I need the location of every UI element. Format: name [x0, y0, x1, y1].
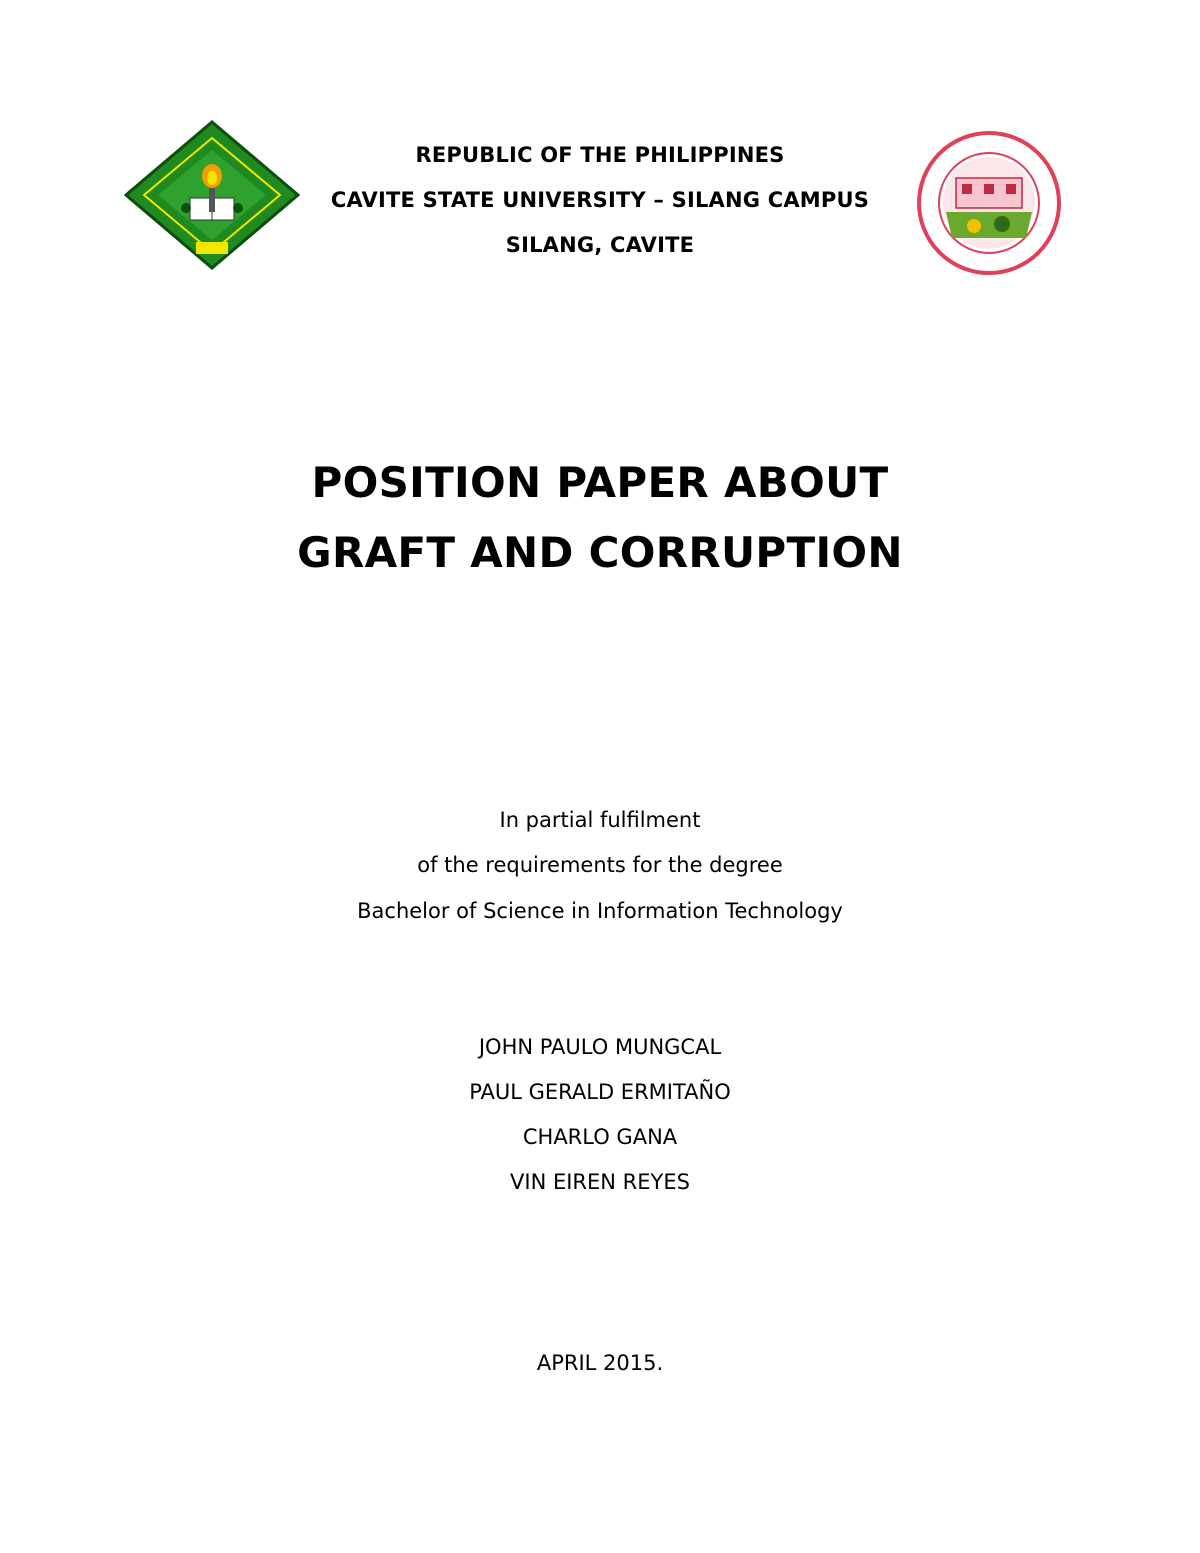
- fulfilment-line-3: Bachelor of Science in Information Technology: [357, 899, 843, 923]
- author-name: PAUL GERALD ERMITAÑO: [469, 1080, 731, 1104]
- fulfilment-line-1: In partial fulfilment: [499, 808, 701, 832]
- paper-title-line-1: POSITION PAPER ABOUT: [311, 458, 889, 507]
- author-name: CHARLO GANA: [522, 1125, 678, 1149]
- header-location: SILANG, CAVITE: [505, 233, 695, 257]
- author-name: JOHN PAULO MUNGCAL: [478, 1035, 722, 1059]
- header-university: CAVITE STATE UNIVERSITY – SILANG CAMPUS: [330, 188, 870, 212]
- submission-date: APRIL 2015.: [536, 1351, 664, 1375]
- paper-title-line-2: GRAFT AND CORRUPTION: [297, 528, 903, 577]
- header-republic: REPUBLIC OF THE PHILIPPINES: [415, 143, 785, 167]
- fulfilment-line-2: of the requirements for the degree: [417, 853, 783, 877]
- author-name: VIN EIREN REYES: [510, 1170, 690, 1194]
